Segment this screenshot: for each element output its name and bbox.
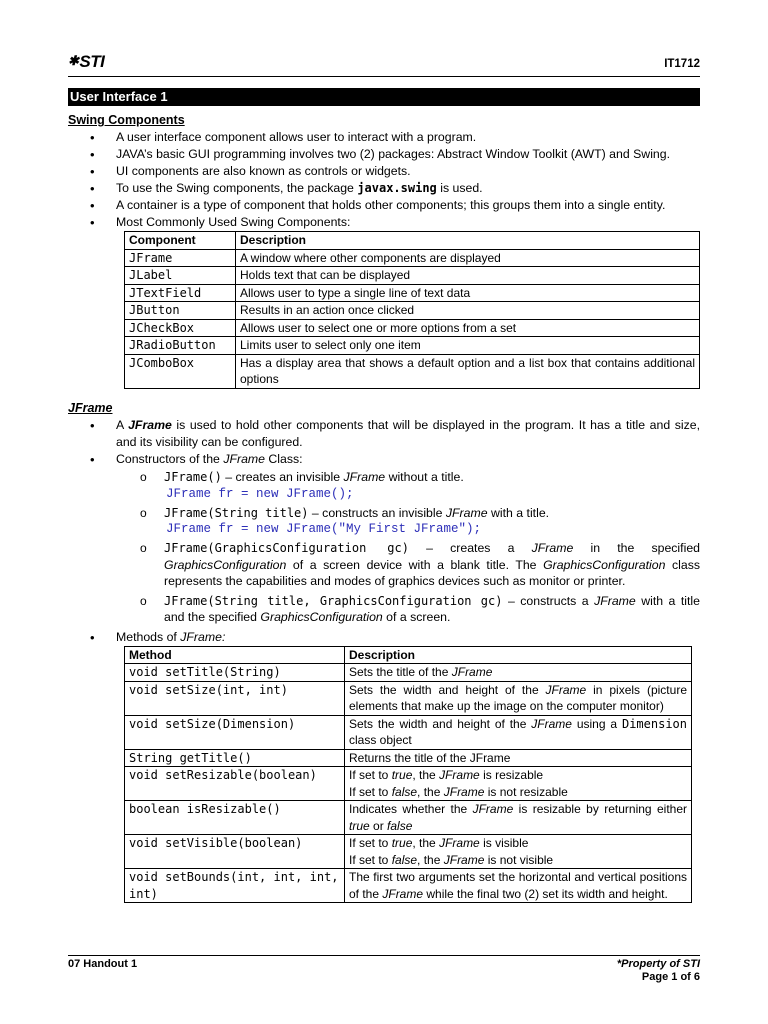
swing-heading: Swing Components <box>68 113 185 127</box>
list-item: o JFrame() – creates an invisible JFrame without a title. JFrame fr = new JFrame(); <box>68 469 700 502</box>
table-row: String getTitle() Returns the title of the JFrame <box>125 749 692 767</box>
sti-logo: ✱STI <box>68 52 105 71</box>
table-row: void setSize(Dimension) Sets the width and height of the JFrame using a Dimension class object <box>125 715 692 749</box>
list-item: • A user interface component allows user to interact with a program. <box>68 129 700 146</box>
swing-section <box>68 112 700 389</box>
page-header <box>68 48 700 77</box>
table-row: JRadioButton Limits user to select only one item <box>125 337 700 355</box>
table-row: boolean isResizable() Indicates whether the JFrame is resizable by returning either true or false <box>125 801 692 835</box>
constructor-list <box>68 469 700 626</box>
list-item: • JAVA’s basic GUI programming involves two (2) packages: Abstract Window Toolkit (AWT) and Swing. <box>68 146 700 163</box>
list-item: • A container is a type of component that holds other components; this groups them into a single entity. <box>68 197 700 214</box>
table-row: JButton Results in an action once clicked <box>125 302 700 320</box>
list-item: • A JFrame is used to hold other components that will be displayed in the program. It has a title and size, and its visibility can be configured. <box>68 417 700 451</box>
property-note: *Property of STI <box>616 958 700 970</box>
table-row: void setResizable(boolean) If set to true, the JFrame is resizable If set to false, the JFrame is not resizable <box>125 767 692 801</box>
page-footer <box>68 955 700 983</box>
table-row: JTextField Allows user to type a single line of text data <box>125 284 700 302</box>
list-item: • Most Commonly Used Swing Components: <box>68 214 700 231</box>
table-row: JLabel Holds text that can be displayed <box>125 267 700 285</box>
list-item: o JFrame(GraphicsConfiguration gc) – creates a JFrame in the specified GraphicsConfiguration of a screen device with a blank title. The GraphicsConfiguration class represents the capabilities and modes of graphics devices such as monitor or printer. <box>68 540 700 590</box>
table-row: JFrame A window where other components are displayed <box>125 249 700 267</box>
page-number: Page 1 of 6 <box>641 971 700 983</box>
jframe-methods-table: Method Description void setTitle(String) Sets the title of the JFrame void setSize(int, int) Sets the width and height of the JFrame in pixels (picture elements that make up the image on the computer monitor) void setSize(Dimension) Sets the width and height of the JFrame using a Dimension class object String getTitle() Returns the title of the JFrame void setResizable(boolean) If set to true, the JFrame is resizable If set to false, the JFrame is not resizable boolean isResizable() Indicates whether the JFrame is resizable by returning either true or false void setVisible(boolean) If set to true, the JFrame is visible If set to false, the JFrame is not visible void setBounds(int, int, int, int) The first two arguments set the horizontal and vertical positions of the JFrame while the final two (2) set its width and height. <box>124 646 692 904</box>
jframe-heading: JFrame <box>68 401 113 415</box>
swing-bullets <box>68 129 700 231</box>
list-item: o JFrame(String title) – constructs an invisible JFrame with a title. JFrame fr = new JFrame("My First JFrame"); <box>68 505 700 538</box>
list-item: • To use the Swing components, the package javax.swing is used. <box>68 180 700 197</box>
list-item: • Methods of JFrame: <box>68 629 700 646</box>
code-sample: JFrame fr = new JFrame(); <box>166 486 354 501</box>
table-row: void setSize(int, int) Sets the width and height of the JFrame in pixels (picture elements that make up the image on the computer monitor) <box>125 681 692 715</box>
table-row: JComboBox Has a display area that shows a default option and a list box that contains additional options <box>125 354 700 388</box>
table-row: void setVisible(boolean) If set to true, the JFrame is visible If set to false, the JFrame is not visible <box>125 835 692 869</box>
list-item: o JFrame(String title, GraphicsConfiguration gc) – constructs a JFrame with a title and the specified GraphicsConfiguration of a screen. <box>68 593 700 626</box>
table-row: void setBounds(int, int, int, int) The first two arguments set the horizontal and vertical positions of the JFrame while the final two (2) set its width and height. <box>125 869 692 903</box>
table-row: void setTitle(String) Sets the title of the JFrame <box>125 664 692 682</box>
swing-components-table: Component Description JFrame A window where other components are displayed JLabel Holds text that can be displayed JTextField Allows user to type a single line of text data JButton Results in an action once clicked JCheckBox Allows user to select one or more options from a set JRadioButton Limits user to select only one item JComboBox Has a display area that shows a default option and a list box that contains additional options <box>124 231 700 389</box>
course-code: IT1712 <box>664 58 700 70</box>
handout-label: 07 Handout 1 <box>68 958 138 970</box>
jframe-section <box>68 400 700 903</box>
code-sample: JFrame fr = new JFrame("My First JFrame"); <box>166 522 482 536</box>
list-item: • Constructors of the JFrame Class: <box>68 451 700 468</box>
list-item: • UI components are also known as controls or widgets. <box>68 163 700 180</box>
document-title: User Interface 1 <box>68 88 700 106</box>
star-icon: ✱ <box>68 53 79 68</box>
table-row: JCheckBox Allows user to select one or more options from a set <box>125 319 700 337</box>
